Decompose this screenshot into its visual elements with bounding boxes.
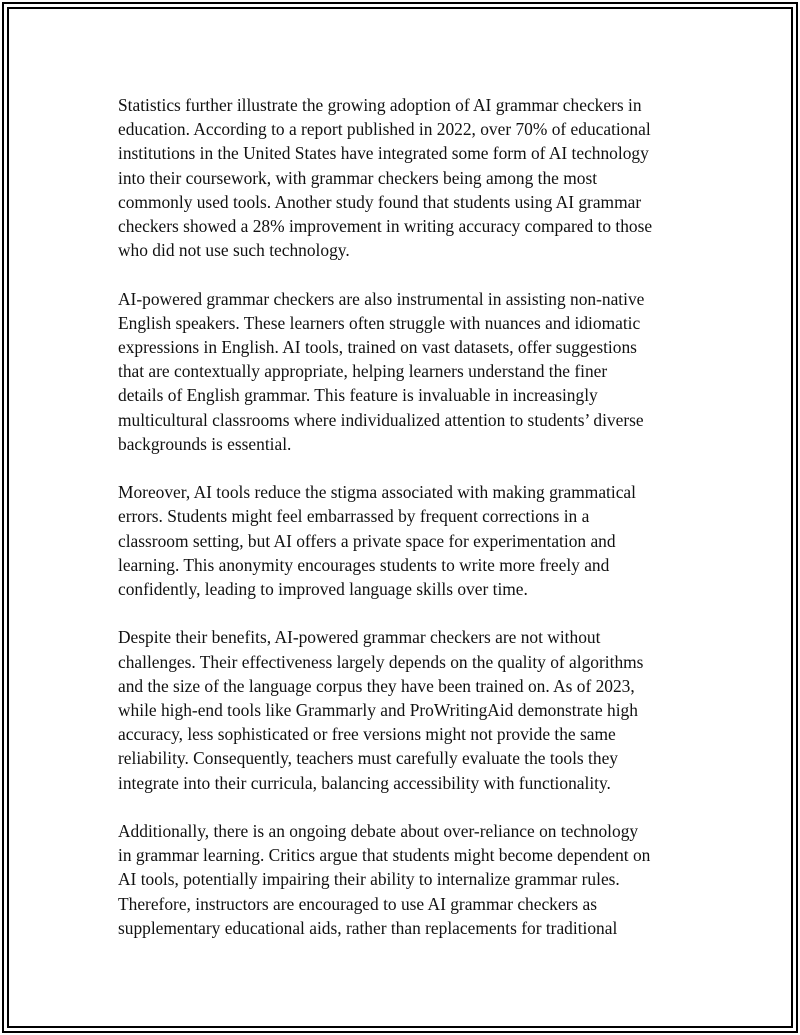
- text-line: and the size of the language corpus they have been trained on. As of 2023,: [118, 675, 635, 696]
- text-line: supplementary educational aids, rather than replacements for traditional: [118, 917, 618, 938]
- paragraph-challenges: [118, 625, 718, 794]
- paragraph-reduce-stigma: [118, 480, 718, 601]
- text-line: multicultural classrooms where individualized attention to students’ diverse: [118, 409, 644, 430]
- text-line: Statistics further illustrate the growing adoption of AI grammar checkers in: [118, 95, 642, 115]
- text-line: while high-end tools like Grammarly and ProWritingAid demonstrate high: [118, 700, 638, 721]
- text-line: backgrounds is essential.: [118, 433, 292, 454]
- text-line: confidently, leading to improved language skills over time.: [118, 579, 528, 600]
- text-line: challenges. Their effectiveness largely depends on the quality of algorithms: [118, 651, 644, 672]
- text-line: education. According to a report published in 2022, over 70% of educational: [118, 119, 651, 140]
- document-body: [118, 93, 718, 964]
- text-line: into their coursework, with grammar checkers being among the most: [118, 167, 598, 188]
- text-line: commonly used tools. Another study found that students using AI grammar: [118, 191, 642, 212]
- text-line: in grammar learning. Critics argue that students might become dependent on: [118, 845, 651, 866]
- text-line: English speakers. These learners often struggle with nuances and idiomatic: [118, 312, 641, 333]
- text-line: accuracy, less sophisticated or free versions might not provide the same: [118, 724, 616, 745]
- text-line: expressions in English. AI tools, trained on vast datasets, offer suggestions: [118, 337, 637, 358]
- text-line: checkers showed a 28% improvement in writing accuracy compared to those: [118, 216, 653, 237]
- text-line: AI tools, potentially impairing their ability to internalize grammar rules.: [118, 869, 620, 890]
- text-line: Despite their benefits, AI-powered grammar checkers are not without: [118, 627, 601, 648]
- text-line: that are contextually appropriate, helping learners understand the finer: [118, 361, 608, 382]
- text-line: details of English grammar. This feature is invaluable in increasingly: [118, 385, 598, 406]
- text-line: Moreover, AI tools reduce the stigma associated with making grammatical: [118, 482, 636, 503]
- text-line: integrate into their curricula, balancing accessibility with functionality.: [118, 772, 611, 793]
- text-line: Therefore, instructors are encouraged to use AI grammar checkers as: [118, 893, 597, 914]
- text-line: learning. This anonymity encourages students to write more freely and: [118, 554, 610, 575]
- text-line: reliability. Consequently, teachers must carefully evaluate the tools they: [118, 748, 618, 769]
- text-line: classroom setting, but AI offers a private space for experimentation and: [118, 530, 616, 551]
- paragraph-adoption-statistics: [118, 93, 718, 262]
- text-line: AI-powered grammar checkers are also instrumental in assisting non-native: [118, 288, 645, 309]
- text-line: errors. Students might feel embarrassed by frequent corrections in a: [118, 506, 590, 527]
- text-line: who did not use such technology.: [118, 240, 350, 261]
- text-line: institutions in the United States have integrated some form of AI technology: [118, 143, 649, 164]
- text-line: Additionally, there is an ongoing debate about over-reliance on technology: [118, 821, 639, 842]
- paragraph-non-native-speakers: [118, 287, 718, 456]
- paragraph-over-reliance: [118, 819, 718, 940]
